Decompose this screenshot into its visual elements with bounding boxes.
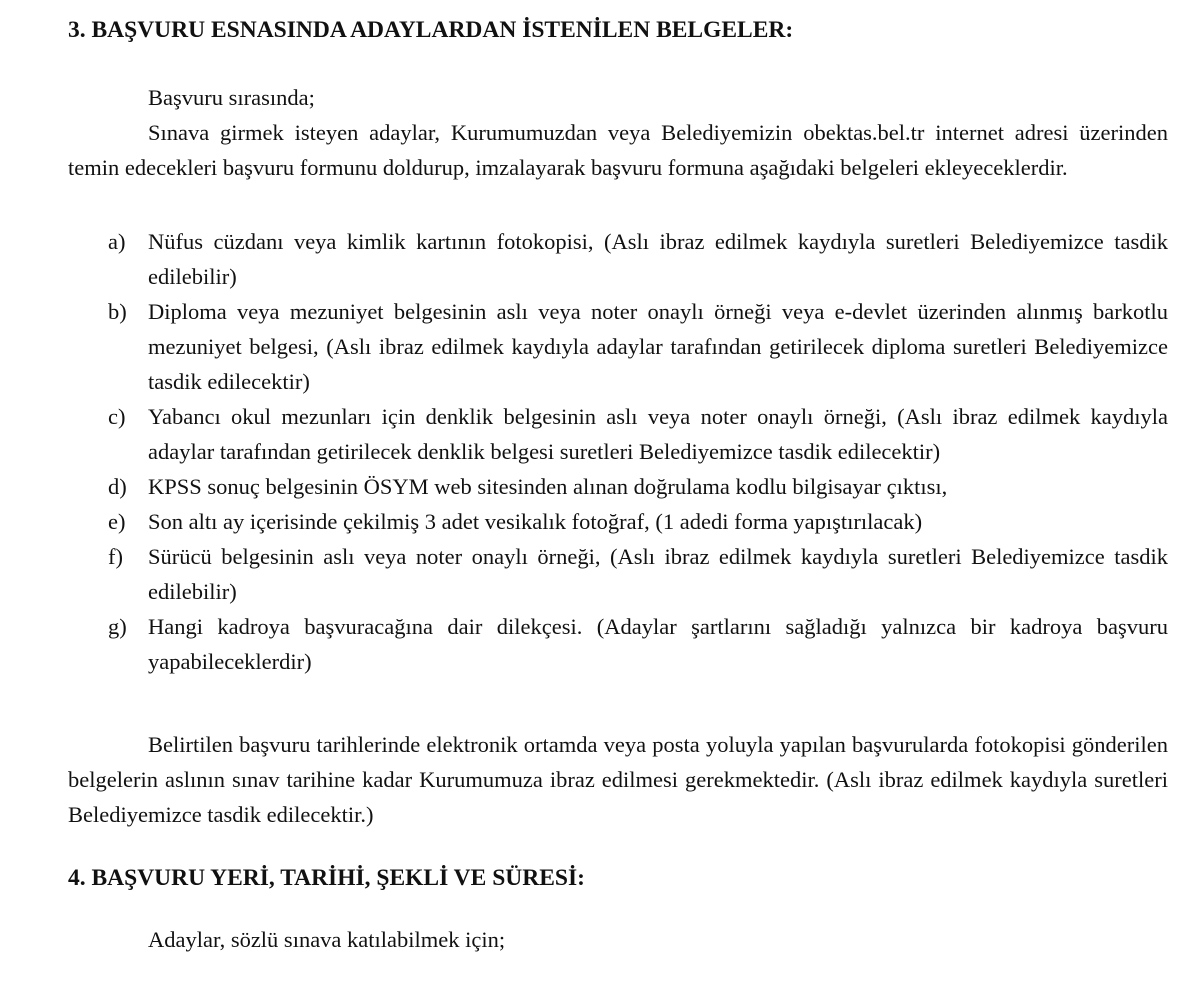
- list-item-text: Hangi kadroya başvuracağına dair dilekçesi. (Adaylar şartlarını sağladığı yalnızca bir kadroya başvuru yapabileceklerdir): [148, 614, 1168, 674]
- list-item: [68, 609, 1168, 679]
- list-item-text: Nüfus cüzdanı veya kimlik kartının fotokopisi, (Aslı ibraz edilmek kaydıyla suretleri Belediyemizce tasdik edilebilir): [148, 229, 1168, 289]
- section-4-heading: 4. BAŞVURU YERİ, TARİHİ, ŞEKLİ VE SÜRESİ:: [68, 865, 585, 891]
- list-item-marker: a): [108, 229, 126, 254]
- list-item-text: Yabancı okul mezunları için denklik belgesinin aslı veya noter onaylı örneği, (Aslı ibraz edilmek kaydıyla adaylar tarafından getirilecek denklik belgesi suretleri Belediyemizce tasdik edilecektir): [148, 404, 1168, 464]
- list-item: [68, 539, 1168, 609]
- list-item-text: KPSS sonuç belgesinin ÖSYM web sitesinden alınan doğrulama kodlu bilgisayar çıktısı,: [148, 474, 948, 499]
- list-item: [68, 224, 1168, 294]
- section-3-intro: Başvuru sırasında;: [148, 85, 315, 110]
- section-3-paragraph: Sınava girmek isteyen adaylar, Kurumumuzdan veya Belediyemizin obektas.bel.tr internet adresi üzerinden temin edecekleri başvuru formunu doldurup, imzalayarak başvuru formuna aşağıdaki belgeleri ekleyeceklerdir.: [68, 120, 1168, 180]
- list-item-marker: c): [108, 404, 126, 429]
- list-item-marker: b): [108, 299, 127, 324]
- list-item: [68, 399, 1168, 469]
- list-item-marker: g): [108, 614, 127, 639]
- list-item-marker: f): [108, 544, 123, 569]
- section-4-intro: Adaylar, sözlü sınava katılabilmek için;: [148, 927, 506, 952]
- section-3-closing-paragraph: Belirtilen başvuru tarihlerinde elektronik ortamda veya posta yoluyla yapılan başvurularda fotokopisi gönderilen belgelerin aslının sınav tarihine kadar Kurumumuza ibraz edilmesi gerekmektedir. (Aslı ibraz edilmek kaydıyla suretleri Belediyemizce tasdik edilecektir.): [68, 732, 1168, 827]
- list-item-text: Son altı ay içerisinde çekilmiş 3 adet vesikalık fotoğraf, (1 adedi forma yapıştırılacak): [148, 509, 923, 534]
- list-item-marker: d): [108, 474, 127, 499]
- list-item-text: Diploma veya mezuniyet belgesinin aslı veya noter onaylı örneği veya e-devlet üzerinden alınmış barkotlu mezuniyet belgesi, (Aslı ibraz edilmek kaydıyla adaylar tarafından getirilecek diploma suretleri Belediyemizce tasdik edilecektir): [148, 299, 1168, 394]
- list-item-marker: e): [108, 509, 126, 534]
- list-item: [68, 469, 1168, 504]
- list-item: [68, 504, 1168, 539]
- required-documents-list: [68, 224, 1168, 679]
- list-item: [68, 294, 1168, 399]
- section-3-heading: 3. BAŞVURU ESNASINDA ADAYLARDAN İSTENİLEN BELGELER:: [68, 17, 794, 43]
- list-item-text: Sürücü belgesinin aslı veya noter onaylı örneği, (Aslı ibraz edilmek kaydıyla suretleri Belediyemizce tasdik edilebilir): [148, 544, 1168, 604]
